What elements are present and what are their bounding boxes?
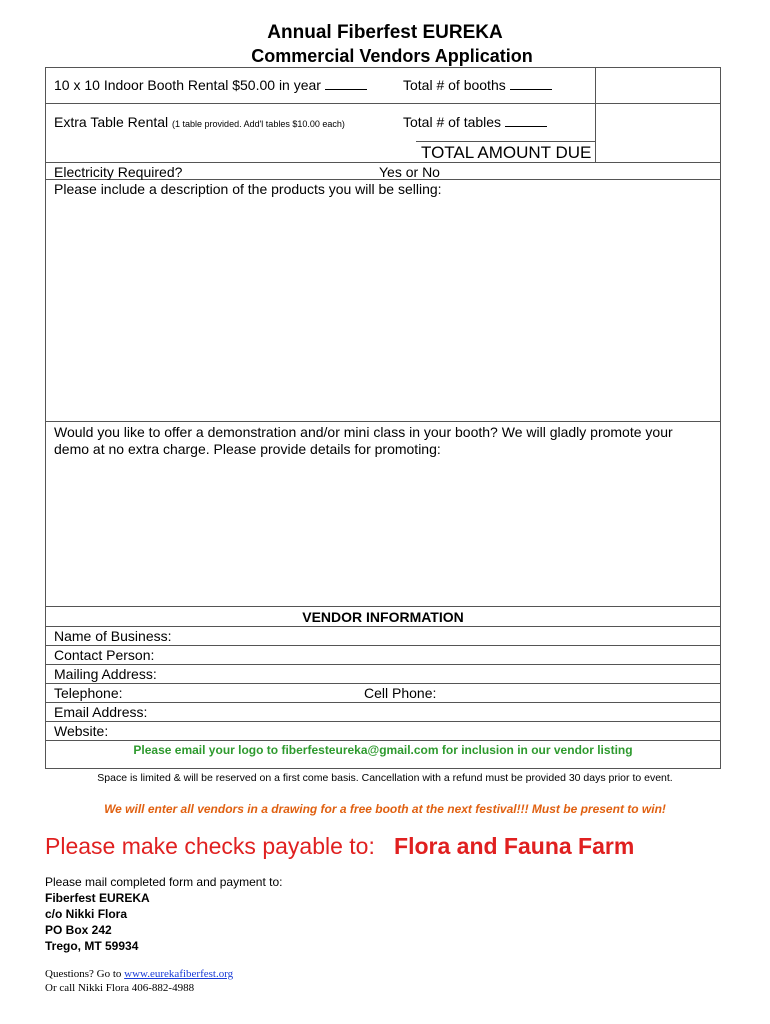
- checks-prefix: Please make checks payable to:: [45, 833, 375, 859]
- website-field[interactable]: Website:: [54, 723, 109, 739]
- checks-payable-line: [45, 833, 634, 860]
- vendor-info-heading: VENDOR INFORMATION: [302, 609, 464, 625]
- demo-details-field[interactable]: [46, 460, 720, 604]
- table-rental-label: Extra Table Rental: [54, 114, 169, 130]
- table-total-label: Total # of tables: [403, 114, 502, 130]
- booth-rental-row: [54, 77, 367, 93]
- electricity-label: Electricity Required?: [54, 164, 183, 180]
- telephone-field[interactable]: Telephone:: [54, 685, 123, 701]
- total-amount-due-label: TOTAL AMOUNT DUE: [421, 143, 592, 162]
- booth-total-row: [403, 77, 552, 93]
- booth-total-field[interactable]: [510, 77, 552, 90]
- products-description-field[interactable]: [46, 198, 720, 420]
- mail-line-1: Fiberfest EUREKA: [45, 891, 150, 905]
- booth-rental-label: 10 x 10 Indoor Booth Rental $50.00 in year: [54, 77, 321, 93]
- mail-line-2: c/o Nikki Flora: [45, 907, 128, 921]
- mailing-address-field[interactable]: Mailing Address:: [54, 666, 157, 682]
- call-line: Or call Nikki Flora 406-882-4988: [45, 982, 195, 994]
- booth-year-field[interactable]: [325, 77, 367, 90]
- contact-person-field[interactable]: Contact Person:: [54, 647, 155, 663]
- page-title: Annual Fiberfest EUREKA: [267, 22, 503, 43]
- mail-intro: Please mail completed form and payment to:: [45, 875, 283, 889]
- electricity-options[interactable]: Yes or No: [379, 164, 440, 180]
- table-total-row: [403, 114, 547, 130]
- logo-email-note: Please email your logo to fiberfesteureka@gmail.com for inclusion in our vendor listing: [133, 743, 633, 757]
- demo-prompt-line2: demo at no extra charge. Please provide details for promoting:: [54, 441, 441, 457]
- booth-total-label: Total # of booths: [403, 77, 506, 93]
- products-prompt: Please include a description of the products you will be selling:: [54, 181, 442, 197]
- table-rental-row: [54, 114, 345, 130]
- questions-line: [45, 967, 233, 981]
- mail-line-4: Trego, MT 59934: [45, 939, 139, 953]
- footer: [45, 967, 233, 995]
- questions-prefix: Questions? Go to: [45, 968, 125, 980]
- application-form: [45, 67, 721, 769]
- mailing-block: [45, 874, 282, 954]
- space-limited-note: Space is limited & will be reserved on a first come basis. Cancellation with a refund must be provided 30 days prior to event.: [97, 772, 673, 784]
- cell-phone-field[interactable]: Cell Phone:: [364, 685, 437, 701]
- mail-line-3: PO Box 242: [45, 923, 112, 937]
- drawing-note: We will enter all vendors in a drawing for a free booth at the next festival!!! Must be present to win!: [104, 802, 666, 816]
- checks-payee: Flora and Fauna Farm: [394, 833, 635, 859]
- email-address-field[interactable]: Email Address:: [54, 704, 148, 720]
- page-subtitle: Commercial Vendors Application: [251, 46, 533, 66]
- demo-prompt-line1: Would you like to offer a demonstration and/or mini class in your booth? We will gladly promote your: [54, 424, 673, 440]
- business-name-field[interactable]: Name of Business:: [54, 628, 172, 644]
- website-link[interactable]: www.eurekafiberfest.org: [124, 968, 234, 980]
- table-rental-note: (1 table provided. Add'l tables $10.00 each): [172, 119, 345, 129]
- table-total-field[interactable]: [505, 114, 547, 127]
